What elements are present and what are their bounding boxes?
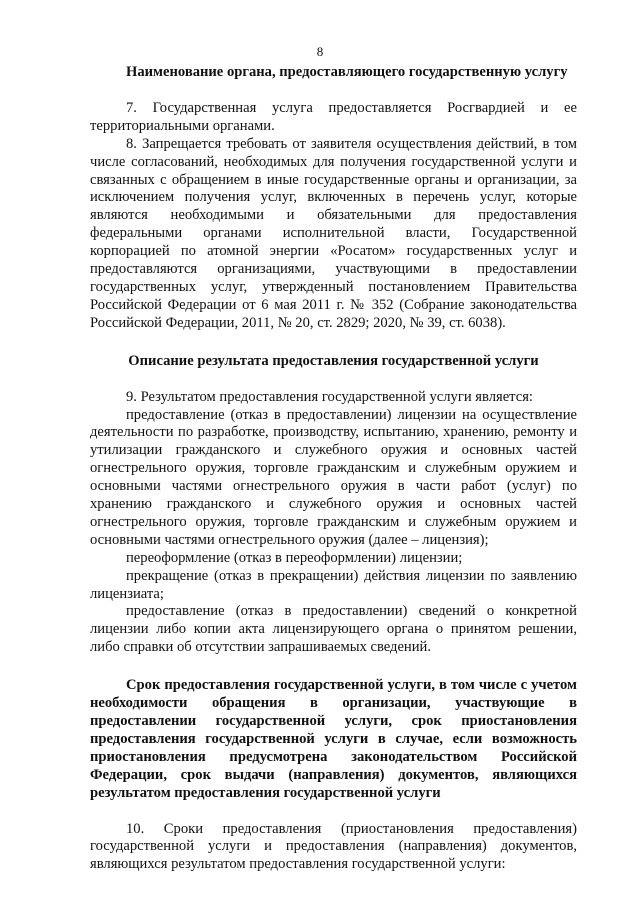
page-number: 8 <box>316 44 324 59</box>
paragraph-7: 7. Государственная услуга предоставляется Росгвардией и ее территориальными органами. <box>90 99 577 134</box>
paragraph-9: 9. Результатом предоставления государственной услуги является: <box>126 388 533 405</box>
paragraph-10: 10. Сроки предоставления (приостановления предоставления) государственной услуги и предоставления (направления) документов, являющихся результатом предоставления государственной услуги: <box>90 820 577 873</box>
section-heading-terms: Срок предоставления государственной услуги, в том числе с учетом необходимости обращения в организации, участвующие в предоставлении государственной услуги, срок приостановления предоставления государственной услуги в случае, если возможность приостановления предусмотрена законодательством Российской Федерации, срок выдачи (направления) документов, являющихся результатом предоставления государственной услуги <box>90 677 577 801</box>
paragraph-9-item-reissue: переоформление (отказ в переоформлении) лицензии; <box>126 549 463 566</box>
section-heading-service-provider: Наименование органа, предоставляющего государственную услугу <box>126 64 568 80</box>
page-content <box>90 64 577 874</box>
paragraph-9-item-license: предоставление (отказ в предоставлении) лицензии на осуществление деятельности по разработке, производству, испытанию, хранению, ремонту и утилизации гражданского и служебного оружия и основных частей огнестрельного оружия, торговле гражданским и служебным оружием и основными частями огнестрельного оружия в части работ (услуг) по хранению гражданского и служебного оружия и основных частей огнестрельного оружия, торговле гражданским и служебным оружием и основными частями огнестрельного оружия (далее – лицензия); <box>90 406 577 548</box>
paragraph-9-item-information: предоставление (отказ в предоставлении) сведений о конкретной лицензии либо копии акта лицензирующего органа о принятом решении, либо справки об отсутствии запрашиваемых сведений. <box>90 603 577 656</box>
paragraph-8: 8. Запрещается требовать от заявителя осуществления действий, в том числе согласований, необходимых для получения государственной услуги и связанных с обращением в иные государственные органы и организации, за исключением получения услуг, включенных в перечень услуг, которые являются необходимыми и обязательными для предоставления федеральными органами исполнительной власти, Государственной корпорацией по атомной энергии «Росатом» государственных услуг и предоставляются организациями, участвующими в предоставлении государственных услуг, утвержденный постановлением Правительства Российской Федерации от 6 мая 2011 г. № 352 (Собрание законодательства Российской Федерации, 2011, № 20, ст. 2829; 2020, № 39, ст. 6038). <box>90 135 577 331</box>
paragraph-9-item-termination: прекращение (отказ в прекращении) действия лицензии по заявлению лицензиата; <box>90 567 577 602</box>
section-heading-result: Описание результата предоставления государственной услуги <box>128 352 539 369</box>
